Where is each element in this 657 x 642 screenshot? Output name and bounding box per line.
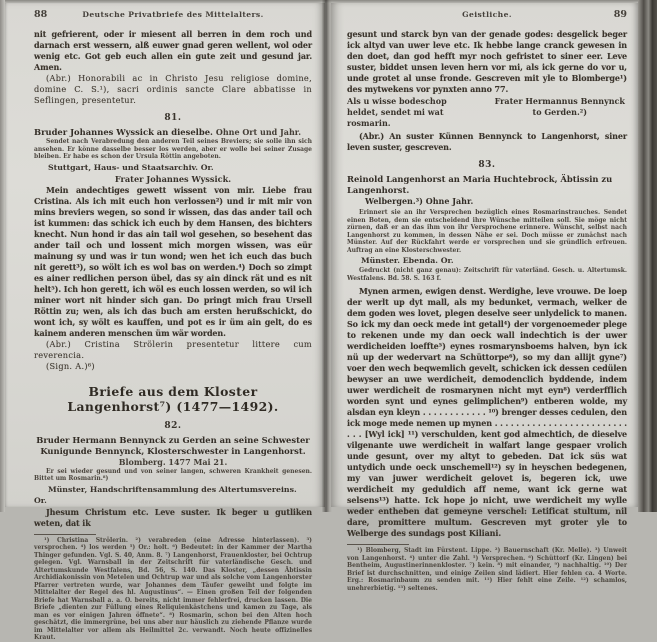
letter-83-printed-ref: Gedruckt (nicht ganz genau): Zeitschrift für vaterländ. Gesch. u. Altertumsk. Westfalens. Bd. 58. S. 163 f. <box>347 267 627 282</box>
letter-82-signature <box>493 96 627 129</box>
postscript-line-3: rosmarin. <box>347 118 391 128</box>
page-number-right: 89 <box>613 9 627 20</box>
running-header-right <box>347 9 627 20</box>
page-right <box>331 3 638 592</box>
letter-83-heading-date: Welbergen.³) Ohne Jahr. <box>365 196 474 206</box>
letter-83-regest: Erinnert sie an ihr Versprechen bezüglich eines Rosmarinstrauches. Sendet einen Boten, dem sie entscheidend ihre Wünsche mitteilen soll. Sie möge nicht zürnen, daß er an das ihm von ihr Versprochene erinnere. Wünscht, selbst nach Langenhorst zu kommen, in dessen Nähe er sei. Doch müsse er zunächst nach Münster. Auf der Rückfahrt werde er vorsprechen und sie gründlich erfreuen. Auftrag an eine Klosterschwester. <box>347 209 627 254</box>
letter-83-number: 83. <box>478 160 496 170</box>
letter-81-number: 81. <box>164 113 182 123</box>
letter-82-closing <box>347 96 627 129</box>
book-edge-right <box>638 0 657 512</box>
letter-81-signature-note: (Sign. A.)⁶) <box>46 360 95 371</box>
letter-81-heading <box>34 127 312 138</box>
letter-82-heading <box>34 435 312 468</box>
letter-83-body: Mynen armen, ewigen denst. Werdighe, leve vrouwe. De loep der werlt up dyt mall, als my bedunket, vermach, welker de dem goden wes lovet, plegen deselve seer unlydelick to manen. So ick my dan oeck mede int getall⁴) der vorgenoemeder plege to rekenen unde my dan oeck wall indechtich is der uwer werdicheiden loeffte⁵) eynes rosmarynsboems halven, byn ick nü up der wedervart na Schüttorpe⁶), so my dan allijt gyne⁷) voer den wech beqwemlich gevelt, schicken ick dessen cedülen bewyser an uwe werdicheit, demodenclich byddende, indem uwer werdicheit de rosmarynen nicht myt eyn⁸) verderfflich worden synt und eynes gelimplichen⁹) entberen wolde, my alsdan eyn kleyn . . . . . . . . . . . . ¹⁰) brenger desses cedulen, den ick moge mede nemen up mynen . . . . . . . . . . . . . . . . . . . . . . . . . . . . [Wyl ick] ¹¹) verschulden, kent god almechtich, de dieselve vilgenante uwe werdicheit in walfart lange gespaer vrolich unde gesunt, over my altyt to gebeden. Dat ick süs wat untydich unde oeck unschemell¹²) sy in heyschen bedegenen, my van juwer werdicheit gelovet is, begeren ick, uwe werdicheit my geduldich aff neme, want ick gerne wat selsens¹³) hatte. Ick hope jo nicht, uwe werdicheit my wylle weder entheben dat gemeyne verschel: Letificat stultum, nil dare, promittere multum. Gescreven myt groter yle to Welberge des sundags post Kiliani. <box>347 286 627 538</box>
letter-82-archive: Münster, Handschriftensammlung des Altertumsvereins. Or. <box>34 484 297 505</box>
page-number-left: 88 <box>34 9 48 20</box>
letter-82-heading-bold: Bruder Hermann Bennynck zu Gerden an seine Schwester Kunigunde Bennynck, Klosterschwester in Langenhorst. <box>36 434 310 456</box>
letter-80-continuation: nit gefrierent, oder ir miesent all berren in dem roch und darnach erst wessern, alß euwer gnad geren wellent, wol oder wenig etc. Got geb euch allen ein gute zeit und gesund jar. Amen. <box>34 29 312 72</box>
letter-81-heading-date: Ohne Ort und Jahr. <box>215 127 302 137</box>
letter-81-body: Mein andechtiges gewett wissent von mir. Liebe frau Cristina. Als ich mit euch hon verlossen²) und ir mit mir von mins breviers wegen, so sond ir wissen, das das ander tail och ist kummen: das schick ich euch by dem Hansen, des bichters knecht. Nun hond ir das ain tail wol gesehen, so besehent das ander tail och und lossent mich morgen wissen, was eür mainung sy und was ir tun wond; wen het ich euch das buch nit gerett³), so wölt ich es wol bas on werden.⁴) Doch so zimpt es ainer redlichen person übel, das sy ain dinck rät und es nit helt⁵). Ich hon gerett, ich wöl es euch lossen werden, so wil ich miner wort nit hinder sich gan. Do pringt mich frau Ursell Röttin zu; wen, als ich das buch am ersten herußschickt, do wont ich, sy wölt es kauffen, und pot es ir üm ain gelt, do es kainem anderen menschen üm wär worden. <box>34 184 312 338</box>
letter-82-address: (Abr.) An suster Künnen Bennynck to Langenhorst, siner leven suster, gescreven. <box>347 131 627 152</box>
section-title-langenhorst: Briefe aus dem Kloster Langenhorst⁷) (1477—1492). <box>67 383 279 414</box>
letter-83-heading <box>347 174 627 207</box>
letter-81-address: (Abr.) Cristina Strölerin presentetur littere cum reverencia. <box>34 338 312 360</box>
letter-81-archive: Stuttgart, Haus- und Staatsarchiv. Or. <box>48 162 214 172</box>
footnotes-right: ¹) Blomberg, Stadt im Fürstent. Lippe. ²) Bauernschaft (Kr. Melle). ³) Unweit von Langenhorst. ⁴) unter die Zahl. ⁵) Versprechen. ⁶) Schüttorf (Kr. Lingen) bei Bentheim, Augustinerinnenkloster. ⁷) kein. ⁸) mit einander, ⁹) nachhaltig. ¹⁰) Der Brief ist durchschnitten, und einige Zeilen sind lädiert. Hier fehlen ca. 4 Worte. Erg.: Rosmarinbaum zu senden mit. ¹¹) Hier fehlt eine Zeile. ¹²) schamlos, unehrerbietig. ¹³) seltenes. <box>347 547 627 592</box>
letter-83-archive: Münster. Ebenda. Or. <box>361 256 454 265</box>
letter-82-heading-date: Blomberg. 1477 Mai 21. <box>118 456 228 467</box>
footnote-rule-left <box>34 534 96 535</box>
postscript-line-1: Als u wisse bodeschop <box>347 96 447 106</box>
postscript-line-2: heldet, sendet mi wat <box>347 107 444 117</box>
letter-81-heading-bold: Bruder Johannes Wyssick an dieselbe. <box>34 127 213 137</box>
running-header-left <box>34 9 312 20</box>
letter-82-regest: Er sei wieder gesund und von seiner langen, schweren Krankheit genesen. Bittet um Rosmarin.⁸) <box>34 467 312 482</box>
letter-81-regest: Sendet nach Verabredung den anderen Teil seines Breviers; sie solle ihn sich ansehen. Er könne dasselbe besser los werden, aber er wolle bei seiner Zusage bleiben. Er habe es schon der Ursula Röttin angeboten. <box>34 138 312 160</box>
running-title-right: Geistliche. <box>462 10 512 19</box>
signature-line-1: Frater Hermannus Bennynck <box>494 96 625 106</box>
letter-80-address-latin: (Abr.) Honorabili ac in Christo Jesu religiose domine, domine C. S.¹), sacri ordinis sancte Clare abbatisse in Seflingen, presentetur. <box>34 73 312 105</box>
letter-82-number: 82. <box>164 420 182 431</box>
footnote-rule-right <box>347 544 409 545</box>
letter-82-body-start: Jhesum Christum etc. Leve suster. Ik beger u gutliken weten, dat ik <box>34 506 312 528</box>
letter-82-continuation: gesunt und starck byn van der genade godes: desgelick beger ick altyd van uwer leve etc. Ik hebbe lange cranck gewesen in den doet, dan god hefft myr noch gefristet to siner eer. Leve suster, biddet unsen leven hern vor mi, als ick gerne do vor u, unde grotet al unse fronde. Gescreven mit yle to Blomberge¹) des mytwekens vor pynxten anno 77. <box>347 29 627 94</box>
signature-line-2: to Gerden.²) <box>532 107 588 117</box>
running-title-left: Deutsche Privatbriefe des Mittelalters. <box>82 10 264 19</box>
letter-83-heading-bold: Reinold Langenhorst an Maria Huchtebrock, Äbtissin zu Langenhorst. <box>347 174 613 195</box>
letter-81-salutation: Frater Johannes Wyssick. <box>114 173 232 184</box>
letter-82-postscript <box>347 96 476 129</box>
page-left <box>5 3 325 641</box>
footnotes-left: ¹) Christina Strölerin. ²) verabreden (eine Adresse hinterlassen). ³) versprochen. ⁴) los werden ⁵) Or.: holt. ⁶) Bedeutet: in der Kammer der Martha Thinger gefunden. Vgl. S. 40, Anm. 8. ⁷) Langenhorst, Frauenkloster, bei Ochtrup gelegen. Vgl. Warnsball in der Zeitschrift für vaterländische Gesch. und Altertumskunde Westfalens, Bd. 56, S. 140. Das Kloster, „dessen Äbtissin Archidiakonissin von Metelen und Ochtrup war und als solche vom Langenhorster Pfarrer vertreten wurde, war Johannes dem Täufer geweiht und folgte im Mittelalter der Regel des hl. Augustinus“. — Einen großen Teil der folgenden Briefe hat Warnsball a. a. O. bereits, nicht immer fehlerfrei, drucken lassen. Die Briefe „dienten zur Füllung eines Reliquienkästchens und kamen zu Tage, als man es vor einigen Jahren öffnete“. ⁸) Rosmarin, schon bei den Alten hoch geschätzt, die immergrüne, bei uns aber nur häuslich zu ziehende Pflanze wurde im Mittelalter vor allem als Heilmittel 2c. verwandt. Noch heute offizinelles Kraut. <box>34 536 312 641</box>
